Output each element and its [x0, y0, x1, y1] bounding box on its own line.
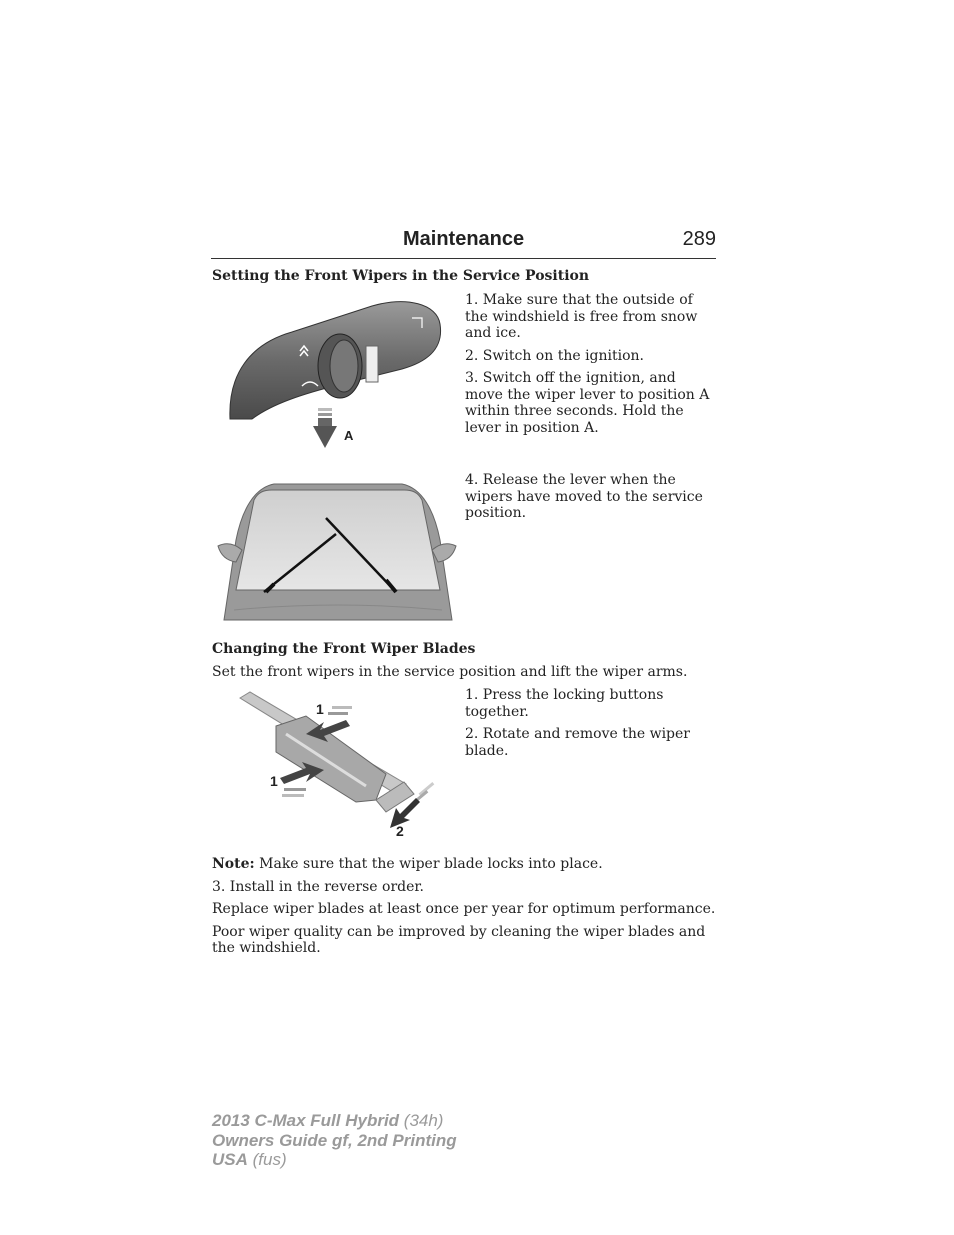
page-number: 289	[682, 228, 716, 250]
footer-code: (34h)	[399, 1111, 444, 1130]
figure-label-1-top: 1	[316, 701, 324, 717]
steps-list-b	[465, 472, 717, 528]
step-text: 3. Install in the reverse order.	[212, 878, 424, 895]
body-paragraph: Poor wiper quality can be improved by cleaning the wiper blades and the windshield.	[212, 923, 706, 956]
steps-list-c	[465, 687, 717, 765]
header-rule	[211, 258, 716, 259]
after-text-block	[212, 856, 717, 963]
steps-list-a	[465, 292, 717, 442]
body-paragraph: Replace wiper blades at least once per year for optimum performance.	[212, 901, 716, 917]
windshield-wiper-figure	[214, 480, 460, 622]
step-text: 1. Make sure that the outside of the windshield is free from snow and ice.	[465, 292, 698, 341]
figure-label-2: 2	[396, 823, 404, 839]
section-heading-service-position: Setting the Front Wipers in the Service Position	[212, 268, 590, 284]
intro-text: Set the front wipers in the service position and lift the wiper arms.	[212, 664, 688, 680]
figure-label-1-bottom: 1	[270, 773, 278, 789]
step-text: 1. Press the locking buttons together.	[465, 687, 664, 720]
note-label: Note:	[212, 856, 255, 872]
wiper-lever-figure	[222, 294, 444, 454]
step-text: 4. Release the lever when the wipers have moved to the service position.	[465, 472, 703, 521]
step-text: 2. Switch on the ignition.	[465, 347, 644, 364]
footer-line-1	[212, 1111, 457, 1131]
section-heading-changing-blades: Changing the Front Wiper Blades	[212, 641, 476, 657]
arrow-down-icon	[313, 408, 337, 448]
note-text: Make sure that the wiper blade locks into place.	[254, 856, 603, 872]
footer-model: 2013 C-Max Full Hybrid	[212, 1111, 400, 1130]
document-footer	[212, 1111, 457, 1170]
step-text: 2. Rotate and remove the wiper blade.	[465, 726, 690, 759]
section-title: Maintenance	[403, 228, 525, 250]
footer-line-2	[212, 1131, 457, 1151]
footer-guide: Owners Guide gf, 2nd Printing	[212, 1130, 457, 1150]
footer-market: USA	[212, 1150, 248, 1169]
footer-line-3	[212, 1150, 457, 1170]
note	[212, 856, 717, 873]
figure-label-a: A	[344, 428, 354, 443]
footer-market-code: (fus)	[247, 1150, 287, 1169]
wiper-blade-removal-figure	[236, 690, 446, 842]
step-text: 3. Switch off the ignition, and move the wiper lever to position A within three seconds. Hold the lever in position A.	[465, 370, 710, 436]
